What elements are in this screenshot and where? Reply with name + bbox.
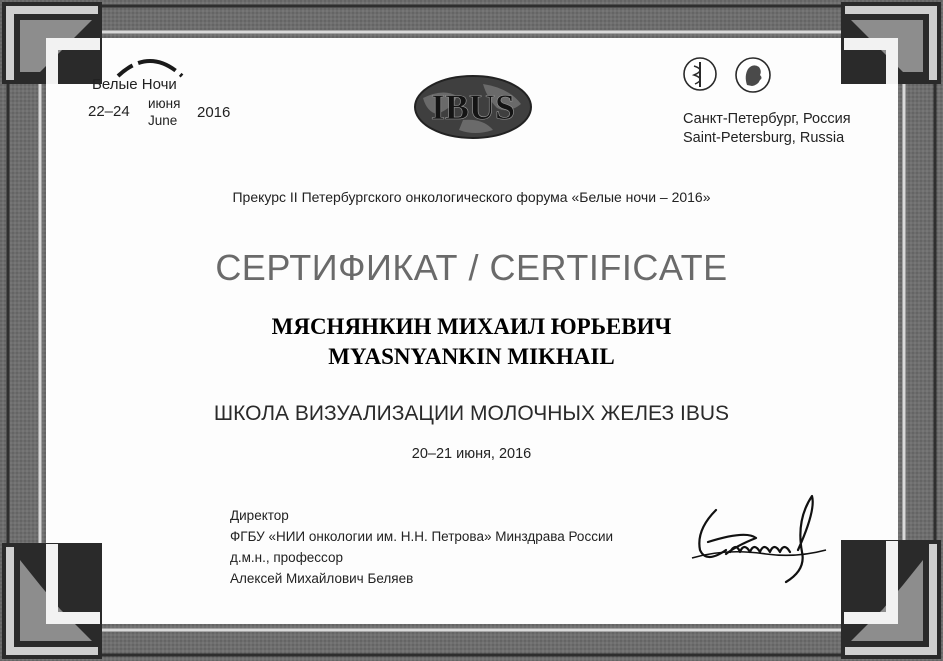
director-name: Алексей Михайлович Беляев: [230, 571, 414, 586]
event-date: 20–21 июня, 2016: [411, 446, 532, 462]
director-title: Директор: [230, 508, 289, 523]
precourse-line: Прекурс II Петербургского онкологического форума «Белые ночи – 2016»: [232, 189, 711, 205]
school-title: ШКОЛА ВИЗУАЛИЗАЦИИ МОЛОЧНЫХ ЖЕЛЕЗ IBUS: [213, 402, 730, 425]
ibus-logo-text: IBUS: [430, 87, 516, 127]
event-month-en: June: [148, 113, 178, 128]
signature: [686, 490, 836, 590]
director-block: [230, 505, 613, 589]
profile-medal-emblem-icon: [734, 56, 772, 94]
recipient-name-en: MYASNYANKIN MIKHAIL: [328, 344, 615, 369]
caduceus-emblem-icon: [682, 56, 718, 92]
certificate-title: СЕРТИФИКАТ / CERTIFICATE: [215, 247, 728, 288]
event-year: 2016: [197, 104, 231, 121]
city-en: Saint-Petersburg, Russia: [683, 130, 845, 146]
recipient-name-ru: МЯСНЯНКИН МИХАИЛ ЮРЬЕВИЧ: [271, 314, 672, 339]
event-dates: 22–24: [88, 103, 130, 120]
director-institution: ФГБУ «НИИ онкологии им. Н.Н. Петрова» Минздрава России: [230, 529, 614, 544]
director-degree: д.м.н., профессор: [230, 550, 343, 565]
city-block: [683, 110, 851, 148]
event-name: Белые Ночи: [92, 76, 177, 93]
ibus-globe-logo: [413, 74, 533, 140]
city-ru: Санкт-Петербург, Россия: [683, 111, 851, 127]
event-month-ru: июня: [148, 96, 181, 111]
white-nights-arc-icon: [110, 50, 190, 78]
